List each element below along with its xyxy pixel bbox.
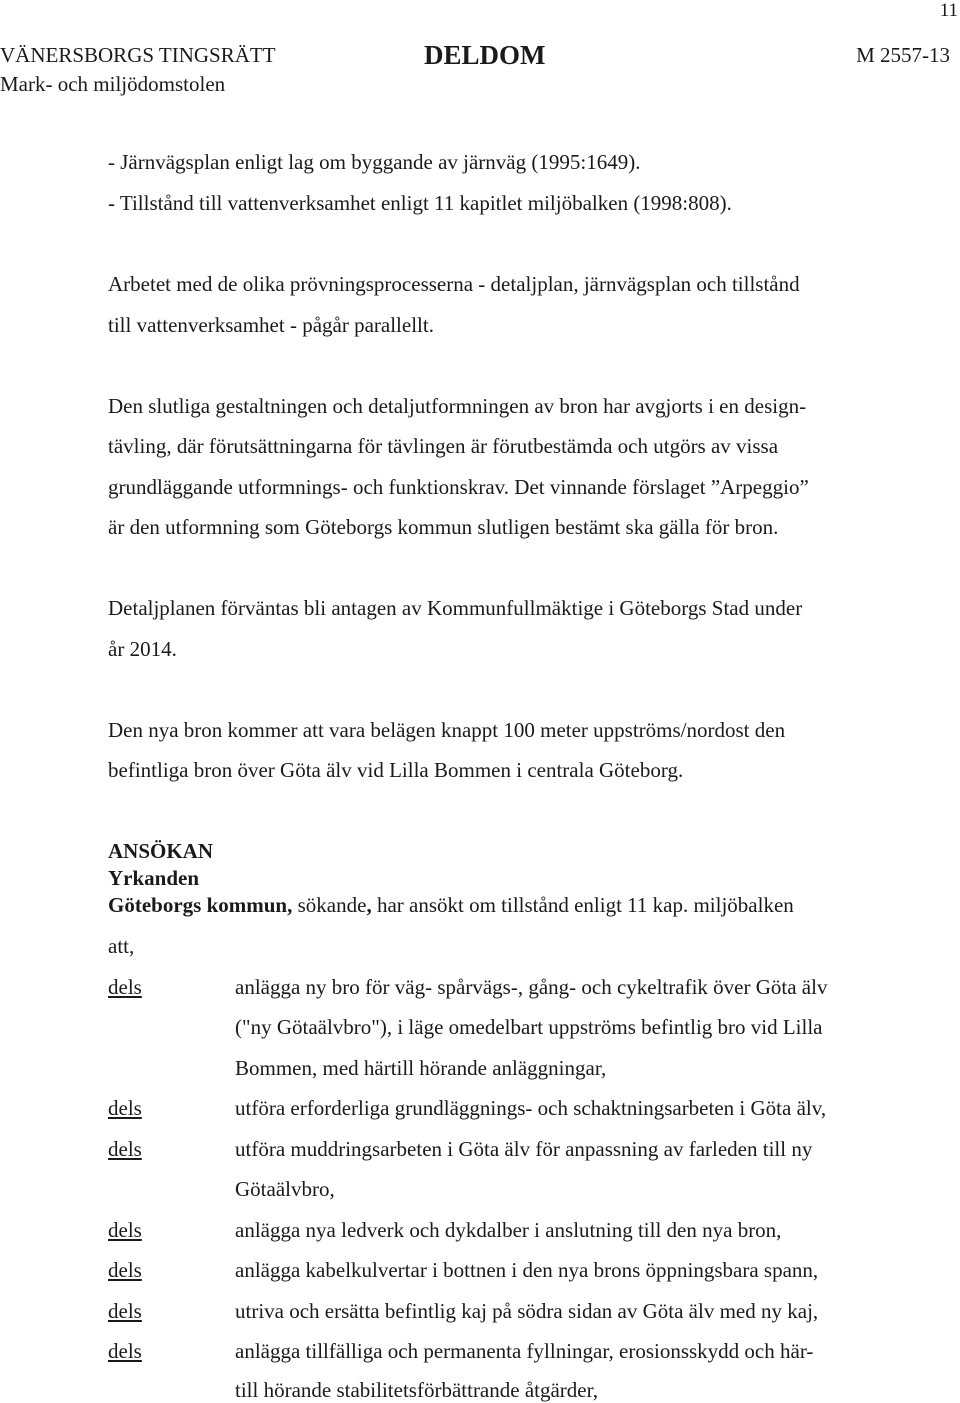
section-heading: ANSÖKAN <box>108 839 214 863</box>
dels-item-line: utföra muddringsarbeten i Göta älv för anpassning av farleden till ny <box>235 1137 813 1161</box>
applicant-role: sökande <box>292 893 367 917</box>
case-number: M 2557-13 <box>856 43 950 67</box>
paragraph-line: år 2014. <box>108 637 177 661</box>
dels-item-line: Bommen, med härtill hörande anläggningar, <box>235 1056 607 1080</box>
dels-label: dels <box>108 1299 142 1323</box>
page-number: 11 <box>939 0 958 21</box>
dels-item-line: ("ny Götaälvbro"), i läge omedelbart uppströms befintlig bro vid Lilla <box>235 1015 823 1039</box>
paragraph-line: Den slutliga gestaltningen och detaljutformningen av bron har avgjorts i en design- <box>108 394 807 418</box>
paragraph-line: befintliga bron över Göta älv vid Lilla Bommen i centrala Göteborg. <box>108 758 684 782</box>
paragraph-line: Arbetet med de olika prövningsprocesserna - detaljplan, järnvägsplan och tillstånd <box>108 272 800 296</box>
claim-line <box>108 893 794 918</box>
dels-item-line: anlägga kabelkulvertar i bottnen i den nya brons öppningsbara spann, <box>235 1258 819 1282</box>
court-department: Mark- och miljödomstolen <box>0 72 226 96</box>
dels-item-line: till hörande stabilitetsförbättrande åtgärder, <box>235 1378 599 1402</box>
dels-item-line: anlägga tillfälliga och permanenta fyllningar, erosionsskydd och här- <box>235 1339 814 1363</box>
intro-list-item: - Järnvägsplan enligt lag om byggande av järnväg (1995:1649). <box>108 150 641 174</box>
applicant-role-comma: , <box>366 893 372 917</box>
dels-label: dels <box>108 1258 142 1282</box>
court-name: VÄNERSBORGS TINGSRÄTT <box>0 43 276 67</box>
section-subheading: Yrkanden <box>108 866 200 890</box>
dels-item-line: utföra erforderliga grundläggnings- och schaktningsarbeten i Göta älv, <box>235 1096 827 1120</box>
dels-label: dels <box>108 975 142 999</box>
paragraph-line: Detaljplanen förväntas bli antagen av Kommunfullmäktige i Göteborgs Stad under <box>108 596 803 620</box>
document-type: DELDOM <box>424 40 546 70</box>
att-line: att, <box>108 934 135 958</box>
dels-item-line: utriva och ersätta befintlig kaj på södra sidan av Göta älv med ny kaj, <box>235 1299 819 1323</box>
dels-item-line: anlägga ny bro för väg- spårvägs-, gång- och cykeltrafik över Göta älv <box>235 975 828 999</box>
dels-label: dels <box>108 1218 142 1242</box>
paragraph-line: Den nya bron kommer att vara belägen knappt 100 meter uppströms/nordost den <box>108 718 786 742</box>
applicant-name: Göteborgs kommun, <box>108 893 293 917</box>
dels-label: dels <box>108 1137 142 1161</box>
dels-label: dels <box>108 1096 142 1120</box>
paragraph-line: till vattenverksamhet - pågår parallellt. <box>108 313 434 337</box>
paragraph-line: är den utformning som Göteborgs kommun slutligen bestämt ska gälla för bron. <box>108 515 779 539</box>
claim-text: har ansökt om tillstånd enligt 11 kap. miljöbalken <box>371 893 794 917</box>
dels-label: dels <box>108 1339 142 1363</box>
paragraph-line: grundläggande utformnings- och funktionskrav. Det vinnande förslaget ”Arpeggio” <box>108 475 809 499</box>
paragraph-line: tävling, där förutsättningarna för tävlingen är förutbestämda och utgörs av vissa <box>108 434 779 458</box>
dels-item-line: Götaälvbro, <box>235 1177 335 1201</box>
dels-item-line: anlägga nya ledverk och dykdalber i anslutning till den nya bron, <box>235 1218 782 1242</box>
intro-list-item: - Tillstånd till vattenverksamhet enligt 11 kapitlet miljöbalken (1998:808). <box>108 191 732 215</box>
